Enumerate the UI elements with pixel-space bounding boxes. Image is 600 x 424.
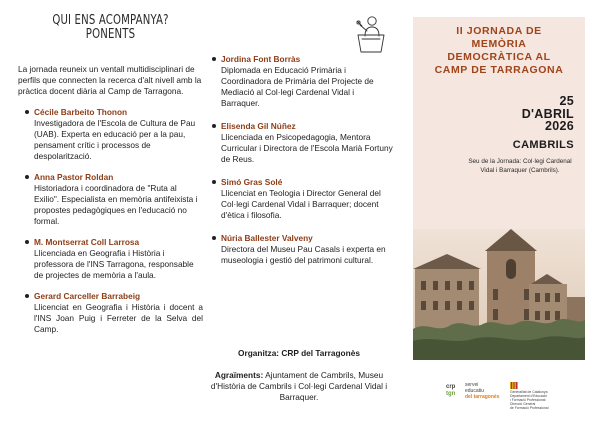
- speaker-item: [205, 233, 393, 266]
- speaker-name: Cécile Barbeito Thonon: [34, 107, 128, 117]
- crp-logo-line: tgn: [446, 390, 456, 397]
- organizer-line: [205, 348, 393, 359]
- heading-line: PONENTS: [85, 27, 136, 42]
- gen-text-line: Departament d'Educació: [510, 394, 548, 399]
- event-title-line: DEMOCRÀTICA AL: [447, 51, 551, 63]
- heading-line: QUI ENS ACOMPANYA?: [52, 13, 169, 28]
- speaker-name: Jordina Font Borràs: [221, 54, 301, 64]
- speaker-name: Núria Ballester Valveny: [221, 233, 313, 243]
- bullet-icon: [212, 180, 216, 184]
- crp-logo-line: crp: [446, 384, 456, 390]
- event-date-day: 25: [559, 94, 574, 108]
- event-date-month: D'ABRIL: [521, 106, 574, 121]
- speaker-description: Llicenciada en Psicopedagogia, Mentora Curricular i Directora de l'Escola Marià Fortuny de Reus.: [221, 132, 393, 164]
- speaker-description: Directora del Museu Pau Casals i experta en museologia i gestió del patrimoni cultural.: [221, 244, 386, 265]
- event-venue: Seu de la Jornada: Col·legi Cardenal Vidal i Barraquer (Cambrils).: [468, 158, 572, 174]
- bullet-icon: [212, 236, 216, 240]
- speaker-description: Llicenciat en Teologia i Director General del Col·legi Cardenal Vidal i Barraquer; docent d'ètica i filosofia.: [221, 188, 381, 220]
- acknowledgements-text: Ajuntament de Cambrils, Museu d'Història de Cambrils i Col·legi Cardenal Vidal i Barraquer.: [210, 370, 388, 402]
- speaker-item: [18, 107, 203, 162]
- organizer-name: CRP del Tarragonès: [281, 348, 360, 358]
- generalitat-emblem-icon: [510, 382, 518, 389]
- speakers-column-middle: [205, 54, 393, 278]
- speaker-name: Elisenda Gil Núñez: [221, 121, 296, 131]
- speaker-item: [18, 172, 203, 227]
- event-title-line: MEMÒRIA: [471, 38, 527, 50]
- bullet-icon: [212, 124, 216, 128]
- generalitat-logo-text: [510, 390, 548, 410]
- acknowledgements-label: Agraïments:: [214, 370, 264, 380]
- bullet-icon: [25, 240, 29, 244]
- crp-text-line: educatiu: [465, 388, 484, 394]
- section-heading: [38, 14, 182, 42]
- speaker-item: [205, 54, 393, 109]
- bullet-icon: [25, 294, 29, 298]
- organizer-label: Organitza:: [238, 348, 280, 358]
- event-panel: [413, 17, 585, 360]
- speaker-item: [205, 177, 393, 221]
- speaker-description: Historiadora i coordinadora de "Ruta al Exilio". Especialista en memòria antifeixista i propostes pedagògiques en l'educació no formal.: [34, 183, 198, 226]
- speaker-item: [18, 291, 203, 335]
- speaker-description: Investigadora de l'Escola de Cultura de Pau (UAB). Experta en educació per a la pau, pensament crític i processos de despolarització.: [34, 118, 196, 161]
- speaker-name: Simó Gras Solé: [221, 177, 283, 187]
- speaker-name: Anna Pastor Roldan: [34, 172, 114, 182]
- crp-text-line: del tarragonès: [465, 394, 500, 400]
- speaker-item: [205, 121, 393, 165]
- gen-text-line: Direcció General: [510, 402, 536, 407]
- event-date-year: 2026: [544, 119, 574, 133]
- intro-text: La jornada reuneix un ventall multidisciplinari de perfils que connecten la recerca d'alt nivell amb la pràctica docent diària al Camp de Tarragona.: [18, 64, 202, 96]
- crp-logo: [446, 384, 455, 397]
- school-building-photo: [413, 229, 585, 360]
- speaker-podium-icon: [343, 12, 389, 54]
- gen-text-line: de Formació Professional: [510, 406, 549, 411]
- event-title-line: II JORNADA DE: [456, 25, 542, 37]
- bullet-icon: [212, 57, 216, 61]
- speaker-item: [18, 237, 203, 281]
- speaker-description: Diplomada en Educació Primària i Coordinadora de Primària del Projecte de Mediació al Col·legi Cardenal Vidal i Barraquer.: [221, 65, 374, 108]
- speakers-column-left: [18, 14, 203, 345]
- bullet-icon: [25, 110, 29, 114]
- event-title: [413, 25, 585, 77]
- event-city: CAMBRILS: [512, 139, 574, 151]
- bullet-icon: [25, 175, 29, 179]
- logos-bar: [413, 378, 593, 411]
- speaker-name: Gerard Carceller Barrabeig: [34, 291, 141, 301]
- speaker-description: Llicenciada en Geografia i Història i professora de l'INS Tarragona, responsable de projectes de memòria a l'aula.: [34, 248, 194, 280]
- speaker-name: M. Montserrat Coll Larrosa: [34, 237, 140, 247]
- gen-text-line: Generalitat de Catalunya: [510, 390, 548, 394]
- gen-text-line: i Formació Professional: [510, 398, 546, 403]
- event-title-line: CAMP DE TARRAGONA: [434, 64, 564, 76]
- event-date: [522, 95, 574, 133]
- crp-text-line: servei: [465, 382, 479, 388]
- speaker-description: Llicenciat en Geografia i Història i docent a l'INS Joan Puig i Ferreter de la Selva del Camp.: [34, 302, 203, 334]
- crp-logo-text: [465, 382, 499, 400]
- acknowledgements: [205, 370, 393, 403]
